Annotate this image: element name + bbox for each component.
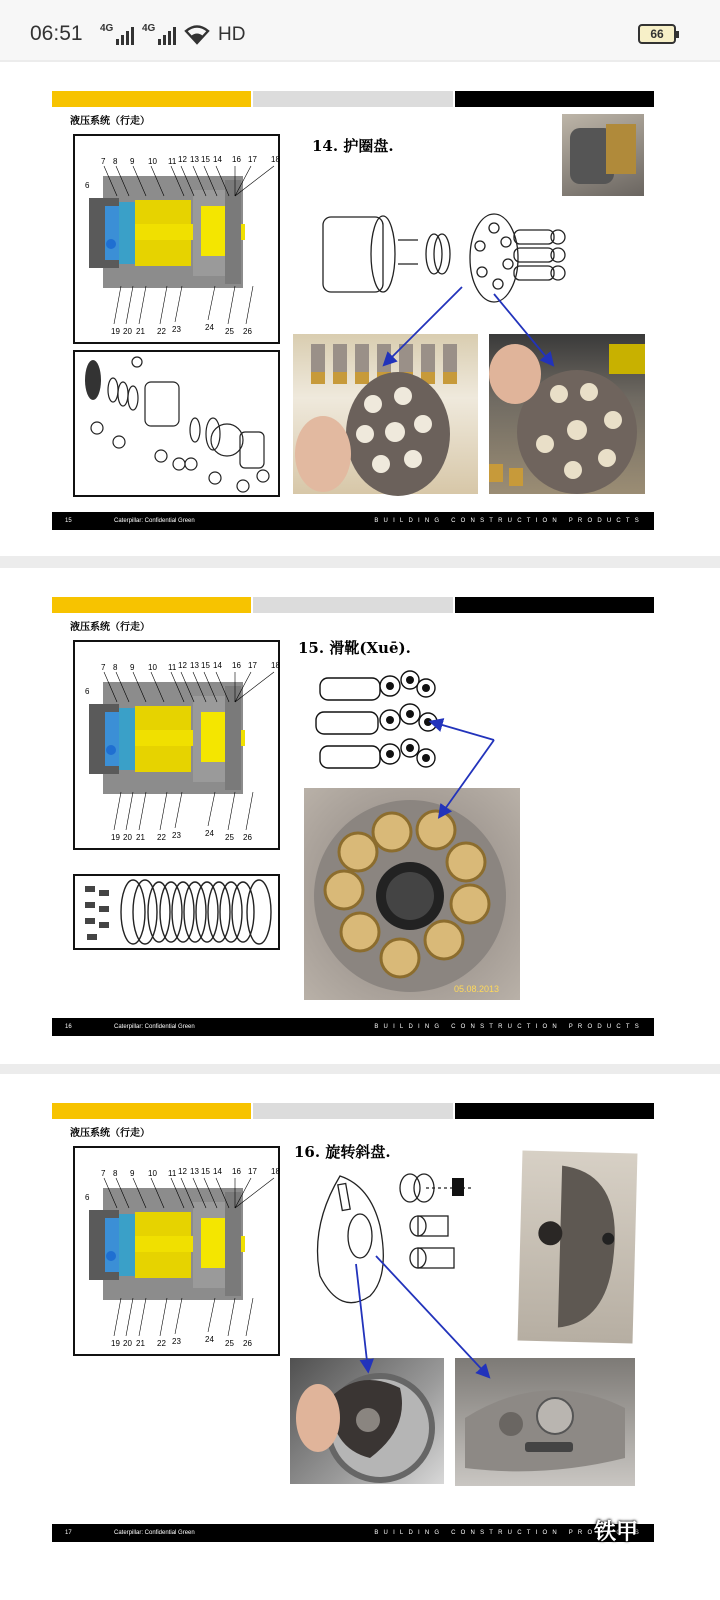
callout-label-top: 18 <box>271 155 280 164</box>
callout-label-bottom: 20 <box>123 327 132 336</box>
callout-label-bottom: 24 <box>205 1335 214 1344</box>
callout-label-bottom: 23 <box>172 325 181 334</box>
slide-footer <box>52 1524 654 1542</box>
status-bar <box>0 0 720 60</box>
callout-label-top: 17 <box>248 155 257 164</box>
callout-label-bottom: 26 <box>243 327 252 336</box>
callout-label-top: 15 <box>201 661 210 670</box>
callout-label-top: 8 <box>113 663 118 672</box>
callout-label-bottom: 19 <box>111 833 120 842</box>
signal-1-icon <box>100 25 134 45</box>
pointer-arrows <box>0 62 720 556</box>
footer-brand-text: BUILDING CONSTRUCTION PRODUCTS <box>374 1530 644 1536</box>
callout-label-bottom: 21 <box>136 1339 145 1348</box>
copyright-text: Caterpillar: Confidential Green <box>114 1024 195 1030</box>
callout-label-top: 10 <box>148 1169 157 1178</box>
section-title: 液压系统（行走） <box>70 116 150 127</box>
callout-label-top: 8 <box>113 157 118 166</box>
footer-brand-text: BUILDING CONSTRUCTION PRODUCTS <box>374 1024 644 1030</box>
site-watermark: 铁甲 <box>594 1520 639 1545</box>
battery-indicator: 66 <box>638 24 676 44</box>
pointer-arrows <box>0 568 720 1064</box>
page-number: 16 <box>65 1024 72 1030</box>
section-title: 液压系统（行走） <box>70 622 150 633</box>
callout-label-top: 9 <box>130 663 135 672</box>
callout-label-top: 9 <box>130 157 135 166</box>
callout-label-top: 11 <box>168 1169 177 1178</box>
callout-label-top: 12 <box>178 155 187 164</box>
callout-label-top: 13 <box>190 155 199 164</box>
copyright-text: Caterpillar: Confidential Green <box>114 518 195 524</box>
callout-label-top: 7 <box>101 663 106 672</box>
callout-label-top: 10 <box>148 157 157 166</box>
section-title: 液压系统（行走） <box>70 1128 150 1139</box>
callout-label-bottom: 24 <box>205 323 214 332</box>
callout-label-bottom: 21 <box>136 327 145 336</box>
callout-label-bottom: 20 <box>123 1339 132 1348</box>
network-type-2: 4G <box>142 23 156 34</box>
callout-label-top: 7 <box>101 1169 106 1178</box>
callout-label-bottom: 24 <box>205 829 214 838</box>
hd-indicator: HD <box>218 24 246 45</box>
callout-label-top: 16 <box>232 155 241 164</box>
network-type-1: 4G <box>100 23 114 34</box>
page-number: 17 <box>65 1530 72 1536</box>
status-time: 06:51 <box>30 22 83 45</box>
slide-footer <box>52 1018 654 1036</box>
callout-label-top: 12 <box>178 661 187 670</box>
callout-label-bottom: 22 <box>157 1339 166 1348</box>
page-number: 15 <box>65 518 72 524</box>
photo-date-stamp: 05.08.2013 <box>454 984 500 994</box>
callout-label-top: 16 <box>232 661 241 670</box>
callout-label-bottom: 22 <box>157 833 166 842</box>
callout-label-left: 6 <box>85 181 90 190</box>
callout-label-top: 14 <box>213 661 222 670</box>
slide-heading: 15. 滑靴(Xuē). <box>298 639 411 657</box>
callout-label-top: 15 <box>201 155 210 164</box>
slide-heading: 14. 护圈盘. <box>312 137 394 155</box>
callout-label-top: 9 <box>130 1169 135 1178</box>
slide-16 <box>0 568 720 1064</box>
copyright-text: Caterpillar: Confidential Green <box>114 1530 195 1536</box>
callout-label-bottom: 23 <box>172 1337 181 1346</box>
callout-label-top: 14 <box>213 155 222 164</box>
callout-label-top: 11 <box>168 157 177 166</box>
callout-label-top: 11 <box>168 663 177 672</box>
callout-label-top: 12 <box>178 1167 187 1176</box>
callout-label-bottom: 25 <box>225 327 234 336</box>
slide-heading: 16. 旋转斜盘. <box>294 1143 391 1161</box>
wifi-icon <box>184 25 210 45</box>
callout-label-bottom: 26 <box>243 833 252 842</box>
footer-brand-text: BUILDING CONSTRUCTION PRODUCTS <box>374 518 644 524</box>
callout-label-top: 15 <box>201 1167 210 1176</box>
callout-label-top: 13 <box>190 661 199 670</box>
callout-label-bottom: 20 <box>123 833 132 842</box>
callout-label-top: 14 <box>213 1167 222 1176</box>
callout-label-top: 7 <box>101 157 106 166</box>
slide-footer <box>52 512 654 530</box>
callout-label-bottom: 25 <box>225 833 234 842</box>
callout-label-top: 18 <box>271 661 280 670</box>
callout-label-top: 16 <box>232 1167 241 1176</box>
callout-label-bottom: 19 <box>111 327 120 336</box>
callout-label-left: 6 <box>85 687 90 696</box>
callout-label-bottom: 26 <box>243 1339 252 1348</box>
callout-label-top: 17 <box>248 661 257 670</box>
callout-label-top: 13 <box>190 1167 199 1176</box>
callout-label-top: 10 <box>148 663 157 672</box>
callout-label-bottom: 22 <box>157 327 166 336</box>
status-icons <box>100 22 245 48</box>
callout-label-bottom: 19 <box>111 1339 120 1348</box>
callout-label-left: 6 <box>85 1193 90 1202</box>
signal-2-icon <box>142 25 176 45</box>
callout-label-bottom: 25 <box>225 1339 234 1348</box>
callout-label-bottom: 23 <box>172 831 181 840</box>
callout-label-top: 17 <box>248 1167 257 1176</box>
slide-15 <box>0 62 720 556</box>
callout-label-bottom: 21 <box>136 833 145 842</box>
callout-label-top: 8 <box>113 1169 118 1178</box>
callout-label-top: 18 <box>271 1167 280 1176</box>
